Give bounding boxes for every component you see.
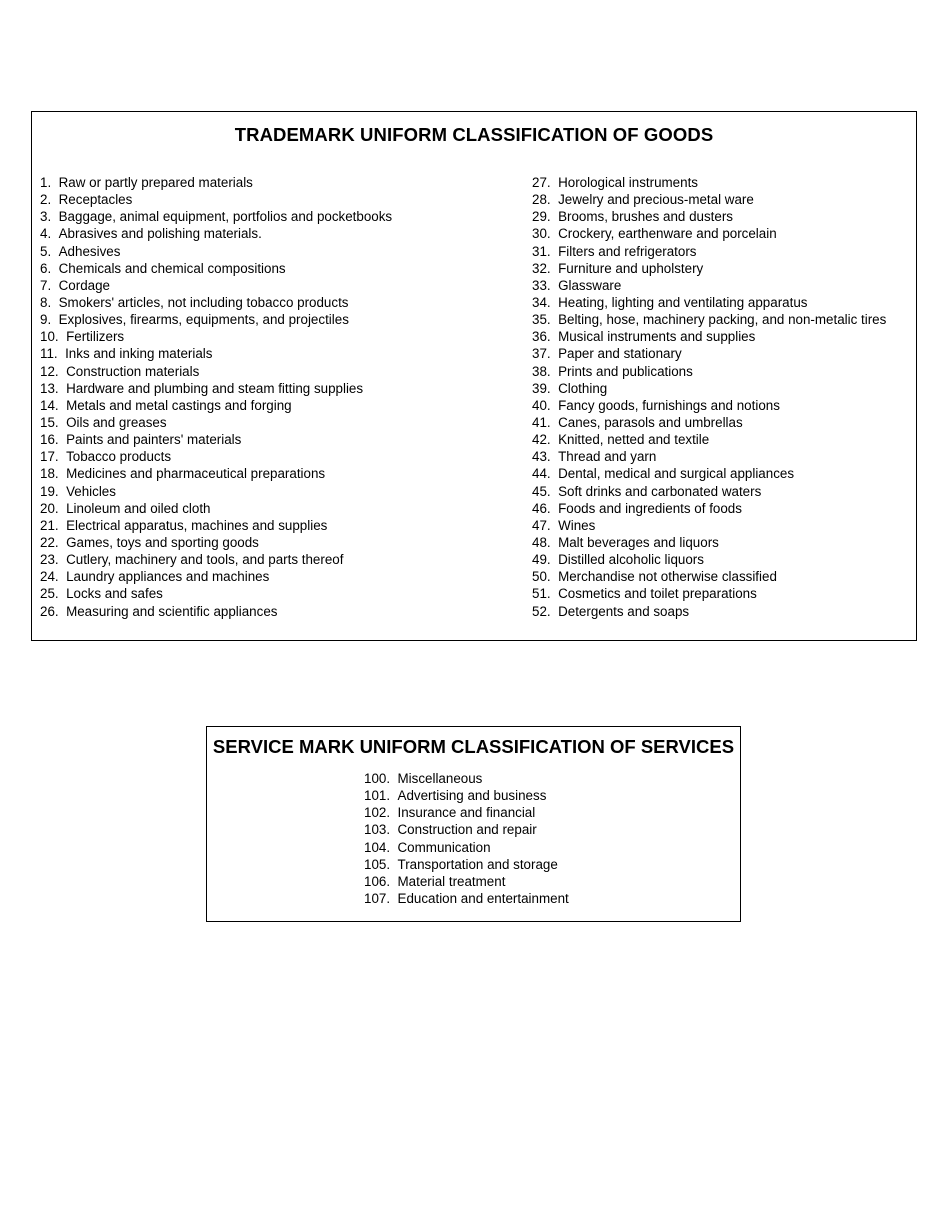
services-classification-box [206,726,741,922]
item-label: Education and entertainment [397,890,569,906]
list-item [532,311,886,328]
item-label: Canes, parasols and umbrellas [558,414,743,430]
item-number: 1. [40,175,52,190]
item-number: 26. [40,603,59,619]
item-number: 42. [532,432,551,448]
item-label: Linoleum and oiled cloth [66,500,211,516]
item-number: 11. [40,346,58,362]
item-number: 10. [40,329,59,345]
item-number: 14. [40,397,59,413]
item-number: 44. [532,466,551,482]
item-label: Musical instruments and supplies [558,329,756,345]
item-number: 50. [532,569,551,585]
list-item [40,208,392,225]
item-number: 20. [40,500,59,516]
list-item [532,191,886,208]
list-item [532,174,886,191]
services-title: SERVICE MARK UNIFORM CLASSIFICATION OF SERVICES [212,736,735,757]
item-number: 3. [40,209,52,225]
item-label: Metals and metal castings and forging [66,397,292,413]
item-label: Electrical apparatus, machines and supplies [66,517,328,533]
list-item [532,294,886,311]
item-label: Fancy goods, furnishings and notions [558,397,780,413]
list-item [532,243,886,260]
list-item [40,277,392,294]
list-item [532,483,886,500]
item-number: 23. [40,552,59,568]
item-number: 51. [532,586,551,602]
item-number: 25. [40,586,59,602]
item-label: Belting, hose, machinery packing, and non-metalic tires [558,312,887,328]
item-label: Adhesives [58,243,121,259]
item-number: 45. [532,483,551,499]
item-label: Furniture and upholstery [558,260,704,276]
item-number: 47. [532,517,551,533]
list-item [40,363,392,380]
item-label: Inks and inking materials [65,346,213,362]
list-item [40,311,392,328]
item-label: Abrasives and polishing materials. [58,226,262,242]
item-number: 13. [40,380,59,396]
services-list [364,770,569,907]
item-label: Hardware and plumbing and steam fitting supplies [66,380,364,396]
list-item [532,500,886,517]
item-label: Paper and stationary [558,346,682,362]
goods-title: TRADEMARK UNIFORM CLASSIFICATION OF GOODS [234,124,714,145]
item-number: 29. [532,209,551,225]
list-item [40,534,392,551]
item-number: 35. [532,312,551,328]
list-item [40,225,392,242]
item-label: Smokers' articles, not including tobacco products [58,294,349,310]
item-label: Horological instruments [558,175,698,190]
list-item [40,174,392,191]
item-number: 102. [364,805,391,821]
item-number: 17. [40,449,59,465]
item-number: 5. [40,243,52,259]
list-item [40,397,392,414]
item-number: 9. [40,312,52,328]
list-item [40,568,392,585]
list-item [532,431,886,448]
item-number: 32. [532,260,551,276]
item-label: Construction materials [66,363,200,379]
list-item [532,551,886,568]
item-label: Clothing [558,380,608,396]
list-item [40,431,392,448]
item-label: Advertising and business [397,788,547,804]
item-label: Foods and ingredients of foods [558,500,742,516]
list-item [364,856,569,873]
item-number: 33. [532,277,551,293]
item-number: 49. [532,552,551,568]
item-label: Fertilizers [66,329,125,345]
item-number: 107. [364,890,391,906]
item-label: Prints and publications [558,363,693,379]
item-number: 106. [364,873,391,889]
list-item [532,225,886,242]
item-number: 100. [364,771,391,786]
list-item [40,380,392,397]
list-item [532,397,886,414]
list-item [532,585,886,602]
item-number: 46. [532,500,551,516]
list-item [364,821,569,838]
item-label: Cutlery, machinery and tools, and parts thereof [66,552,344,568]
item-number: 52. [532,603,551,619]
item-number: 16. [40,432,59,448]
list-item [364,890,569,907]
item-number: 6. [40,260,52,276]
item-label: Jewelry and precious-metal ware [558,192,754,208]
item-label: Detergents and soaps [558,603,690,619]
list-item [40,345,392,362]
list-item [40,191,392,208]
goods-list-left [40,174,392,620]
item-label: Laundry appliances and machines [66,569,270,585]
list-item [40,243,392,260]
list-item [40,260,392,277]
item-label: Cosmetics and toilet preparations [558,586,757,602]
item-label: Transportation and storage [397,856,558,872]
list-item [532,603,886,620]
item-label: Material treatment [397,873,506,889]
goods-classification-box [31,111,917,641]
item-label: Merchandise not otherwise classified [558,569,777,585]
list-item [364,873,569,890]
item-label: Dental, medical and surgical appliances [558,466,795,482]
list-item [532,380,886,397]
item-label: Receptacles [58,192,133,208]
item-label: Paints and painters' materials [66,432,242,448]
item-label: Insurance and financial [397,805,536,821]
item-label: Brooms, brushes and dusters [558,209,733,225]
list-item [364,770,569,787]
list-item [40,585,392,602]
item-number: 39. [532,380,551,396]
goods-list-right [532,174,886,620]
item-number: 48. [532,534,551,550]
item-number: 2. [40,192,52,208]
item-label: Glassware [558,277,622,293]
item-label: Miscellaneous [397,771,483,786]
item-number: 104. [364,839,391,855]
list-item [532,568,886,585]
item-number: 37. [532,346,551,362]
list-item [40,483,392,500]
item-number: 12. [40,363,59,379]
list-item [40,500,392,517]
item-label: Distilled alcoholic liquors [558,552,704,568]
item-label: Crockery, earthenware and porcelain [558,226,777,242]
list-item [532,517,886,534]
item-number: 18. [40,466,59,482]
list-item [364,839,569,856]
item-number: 15. [40,414,59,430]
item-number: 34. [532,294,551,310]
list-item [40,517,392,534]
list-item [532,448,886,465]
list-item [40,328,392,345]
list-item [532,260,886,277]
list-item [40,448,392,465]
item-label: Heating, lighting and ventilating apparatus [558,294,808,310]
item-label: Filters and refrigerators [558,243,697,259]
item-label: Chemicals and chemical compositions [58,260,286,276]
list-item [532,534,886,551]
item-number: 7. [40,277,52,293]
list-item [40,414,392,431]
item-label: Raw or partly prepared materials [58,175,253,190]
item-number: 105. [364,856,391,872]
list-item [532,414,886,431]
list-item [40,465,392,482]
item-label: Baggage, animal equipment, portfolios and pocketbooks [58,209,393,225]
item-number: 30. [532,226,551,242]
item-label: Vehicles [66,483,116,499]
list-item [40,603,392,620]
list-item [532,328,886,345]
item-label: Soft drinks and carbonated waters [558,483,762,499]
item-number: 101. [364,788,391,804]
list-item [40,551,392,568]
item-label: Knitted, netted and textile [558,432,710,448]
item-label: Cordage [58,277,110,293]
item-number: 28. [532,192,551,208]
item-label: Wines [558,517,596,533]
item-number: 43. [532,449,551,465]
item-number: 22. [40,534,59,550]
item-number: 41. [532,414,551,430]
item-label: Construction and repair [397,822,537,838]
item-number: 21. [40,517,59,533]
list-item [364,804,569,821]
item-number: 38. [532,363,551,379]
item-number: 103. [364,822,391,838]
item-label: Communication [397,839,491,855]
item-number: 19. [40,483,59,499]
item-label: Explosives, firearms, equipments, and projectiles [58,312,349,328]
item-label: Medicines and pharmaceutical preparations [66,466,326,482]
item-label: Tobacco products [66,449,172,465]
list-item [40,294,392,311]
item-label: Malt beverages and liquors [558,534,719,550]
list-item [532,277,886,294]
item-number: 8. [40,294,52,310]
list-item [532,345,886,362]
item-label: Oils and greases [66,414,167,430]
list-item [532,465,886,482]
list-item [532,363,886,380]
item-number: 36. [532,329,551,345]
item-label: Thread and yarn [558,449,657,465]
list-item [364,787,569,804]
list-item [532,208,886,225]
item-number: 40. [532,397,551,413]
item-label: Locks and safes [66,586,163,602]
item-number: 4. [40,226,52,242]
item-label: Measuring and scientific appliances [66,603,278,619]
item-label: Games, toys and sporting goods [66,534,259,550]
item-number: 31. [532,243,551,259]
item-number: 27. [532,175,551,190]
item-number: 24. [40,569,59,585]
